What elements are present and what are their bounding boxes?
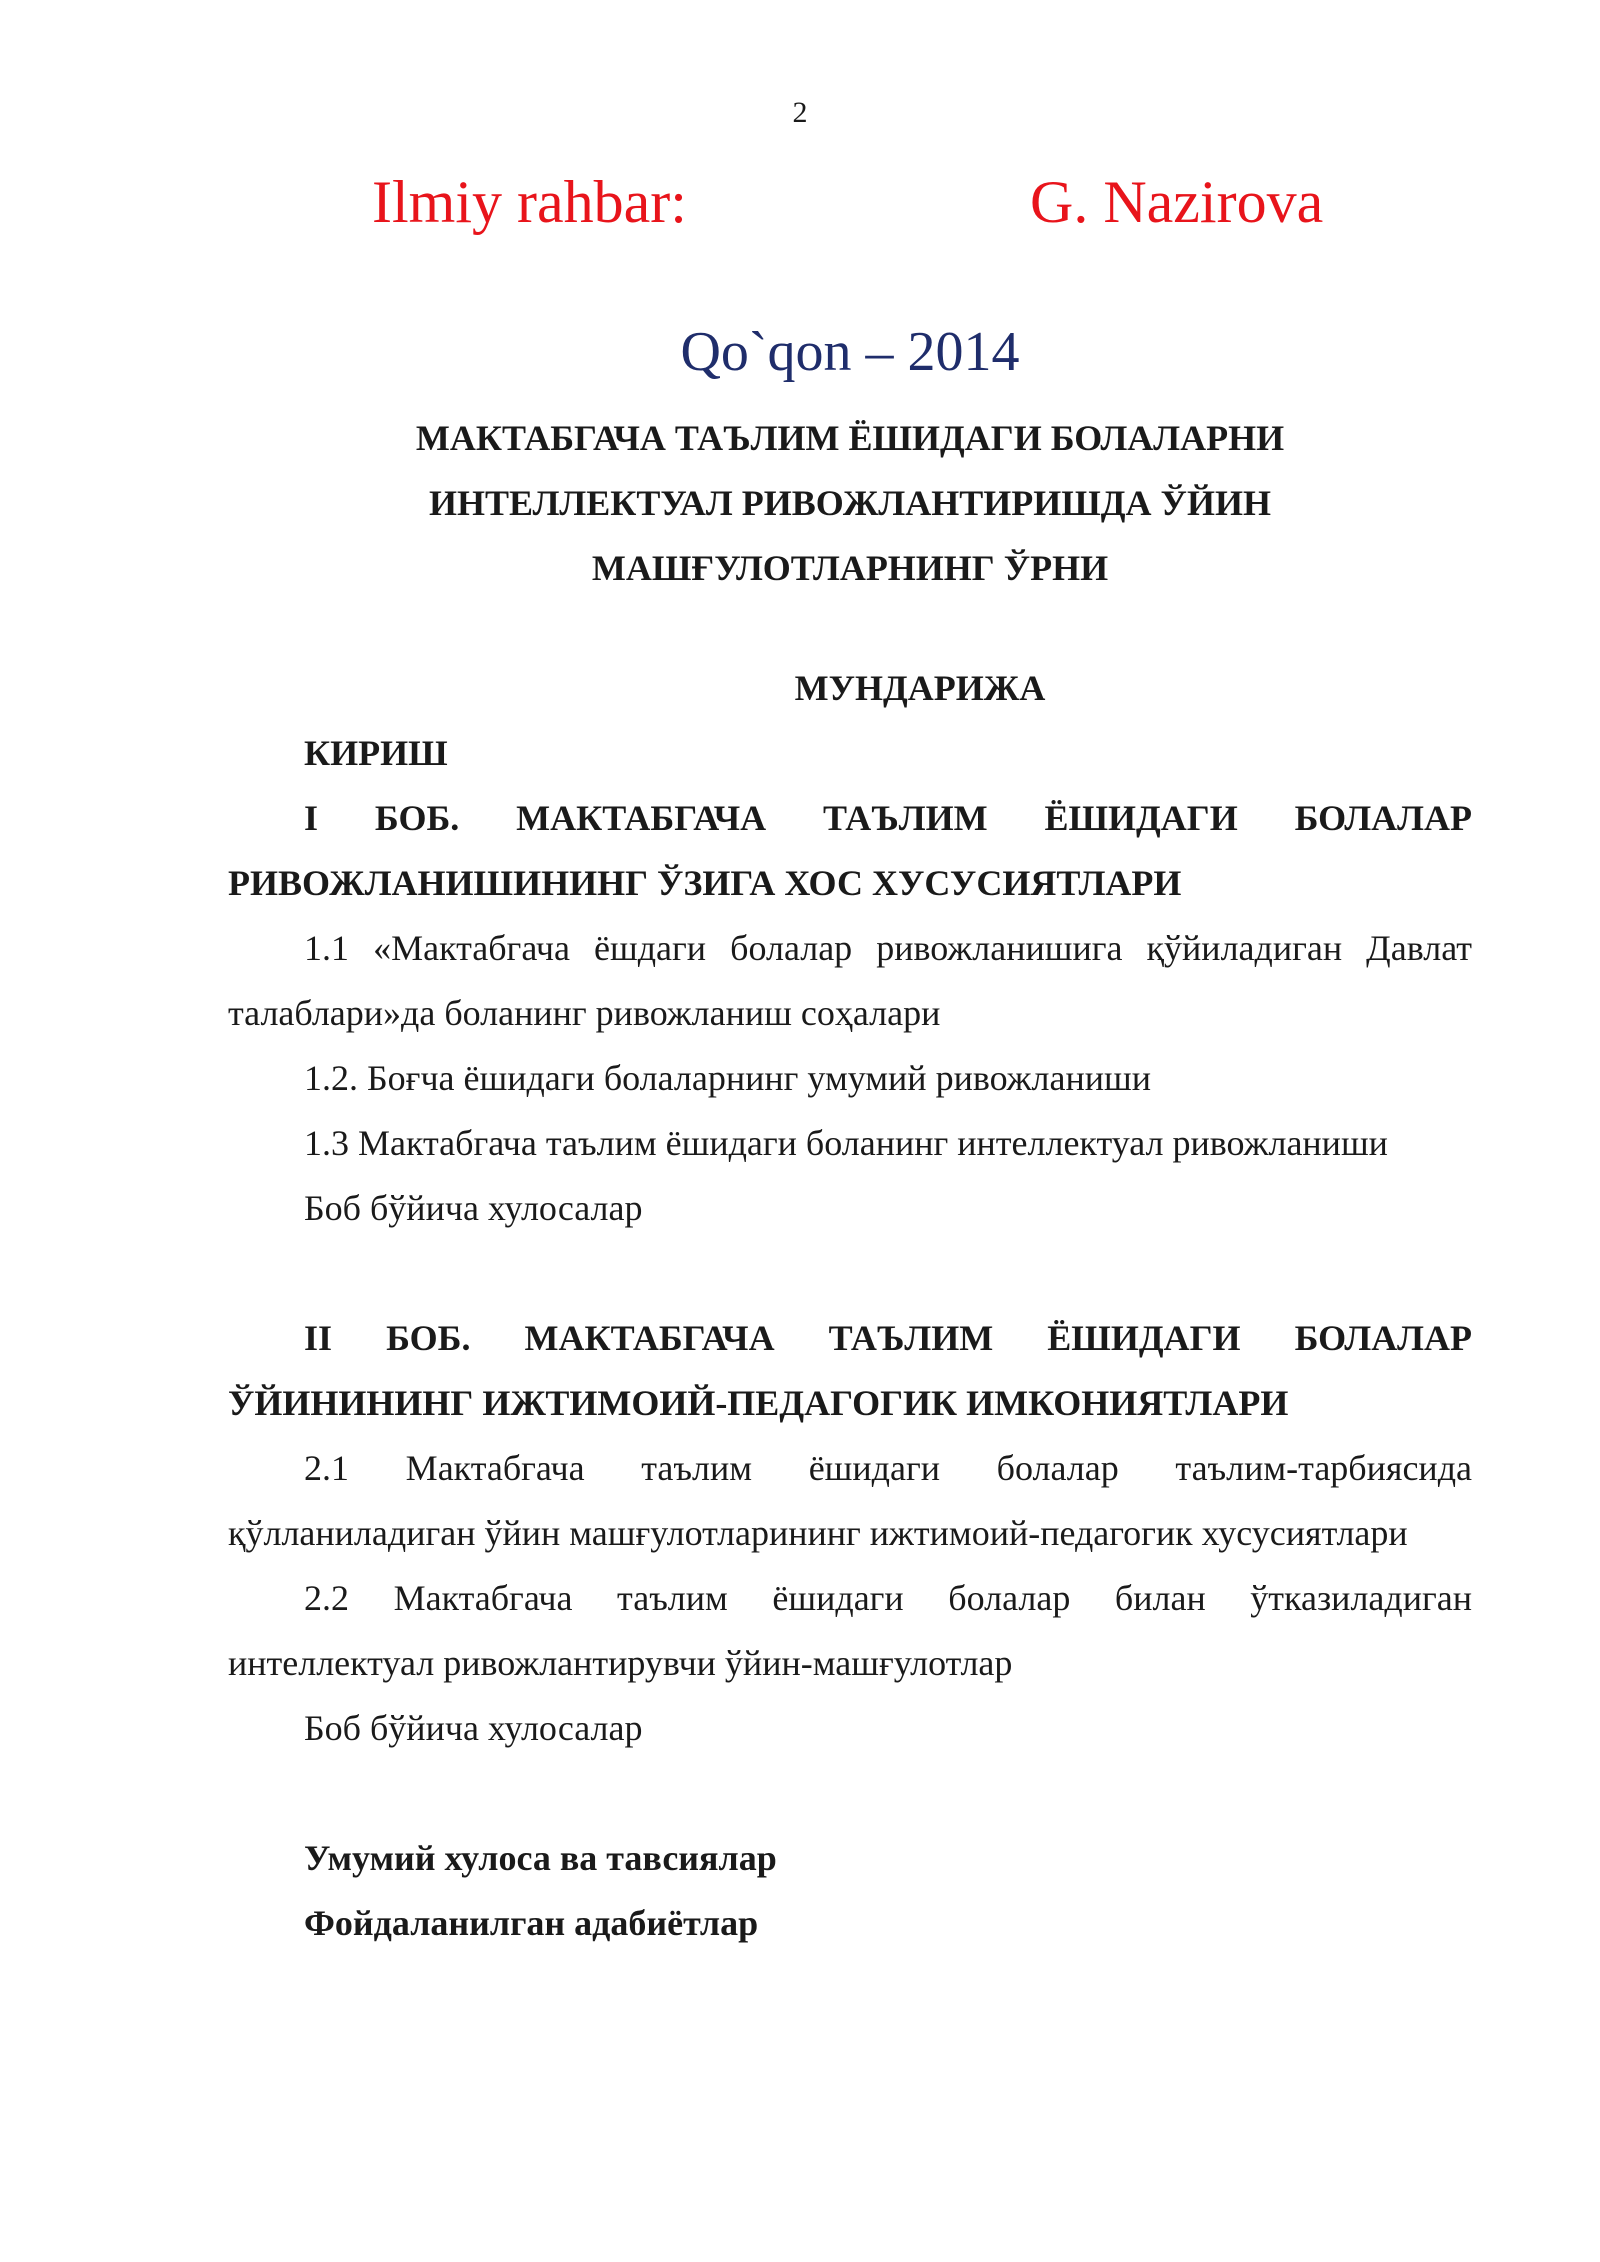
toc-intro: КИРИШ — [304, 733, 448, 773]
advisor-label: Ilmiy rahbar: — [372, 169, 687, 235]
advisor-line — [0, 168, 1600, 248]
toc-item-2-1: 2.1 Мактабгача таълим ёшидаги болалар таълим-тарбиясида қўлланиладиган ўйин машғулотларининг ижтимоий-педагогик хусусиятлари — [228, 1448, 1472, 1553]
topic-line-1: МАКТАБГАЧА ТАЪЛИМ ЁШИДАГИ БОЛАЛАРНИ — [415, 418, 1285, 458]
toc-item-2-2: 2.2 Мактабгача таълим ёшидаги болалар билан ўтказиладиган интеллектуал ривожлантирувчи ўйин-машғулотлар — [228, 1578, 1472, 1683]
chapter-2-summary: Боб бўйича хулосалар — [304, 1708, 643, 1748]
place-year: Qo`qon – 2014 — [680, 321, 1020, 383]
table-of-contents — [228, 656, 1472, 1956]
toc-conclusion: Умумий хулоса ва тавсиялар — [304, 1838, 777, 1878]
advisor-name: G. Nazirova — [1030, 169, 1324, 235]
spacer — [228, 1241, 1472, 1306]
chapter-1-heading: I БОБ. МАКТАБГАЧА ТАЪЛИМ ЁШИДАГИ БОЛАЛАР РИВОЖЛАНИШИНИНГ ЎЗИГА ХОС ХУСУСИЯТЛАРИ — [228, 798, 1472, 903]
toc-title: МУНДАРИЖА — [794, 668, 1046, 708]
chapter-2-heading: II БОБ. МАКТАБГАЧА ТАЪЛИМ ЁШИДАГИ БОЛАЛАР ЎЙИНИНИНГ ИЖТИМОИЙ-ПЕДАГОГИК ИМКОНИЯТЛАРИ — [228, 1318, 1472, 1423]
toc-item-1-1: 1.1 «Мактабгача ёшдаги болалар ривожланишига қўйиладиган Давлат талаблари»да боланинг ривожланиш соҳалари — [228, 928, 1472, 1033]
toc-item-1-2: 1.2. Боғча ёшидаги болаларнинг умумий ривожланиши — [304, 1058, 1152, 1098]
spacer — [228, 1761, 1472, 1826]
topic-line-2: ИНТЕЛЛЕКТУАЛ РИВОЖЛАНТИРИШДА ЎЙИН — [429, 483, 1271, 523]
toc-item-1-3: 1.3 Мактабгача таълим ёшидаги боланинг интеллектуал ривожланиши — [304, 1123, 1388, 1163]
page-number: 2 — [792, 96, 808, 129]
chapter-1-summary: Боб бўйича хулосалар — [304, 1188, 643, 1228]
toc-references: Фойдаланилган адабиётлар — [304, 1903, 759, 1943]
topic-line-3: МАШҒУЛОТЛАРНИНГ ЎРНИ — [591, 548, 1109, 588]
document-topic — [0, 406, 1600, 601]
